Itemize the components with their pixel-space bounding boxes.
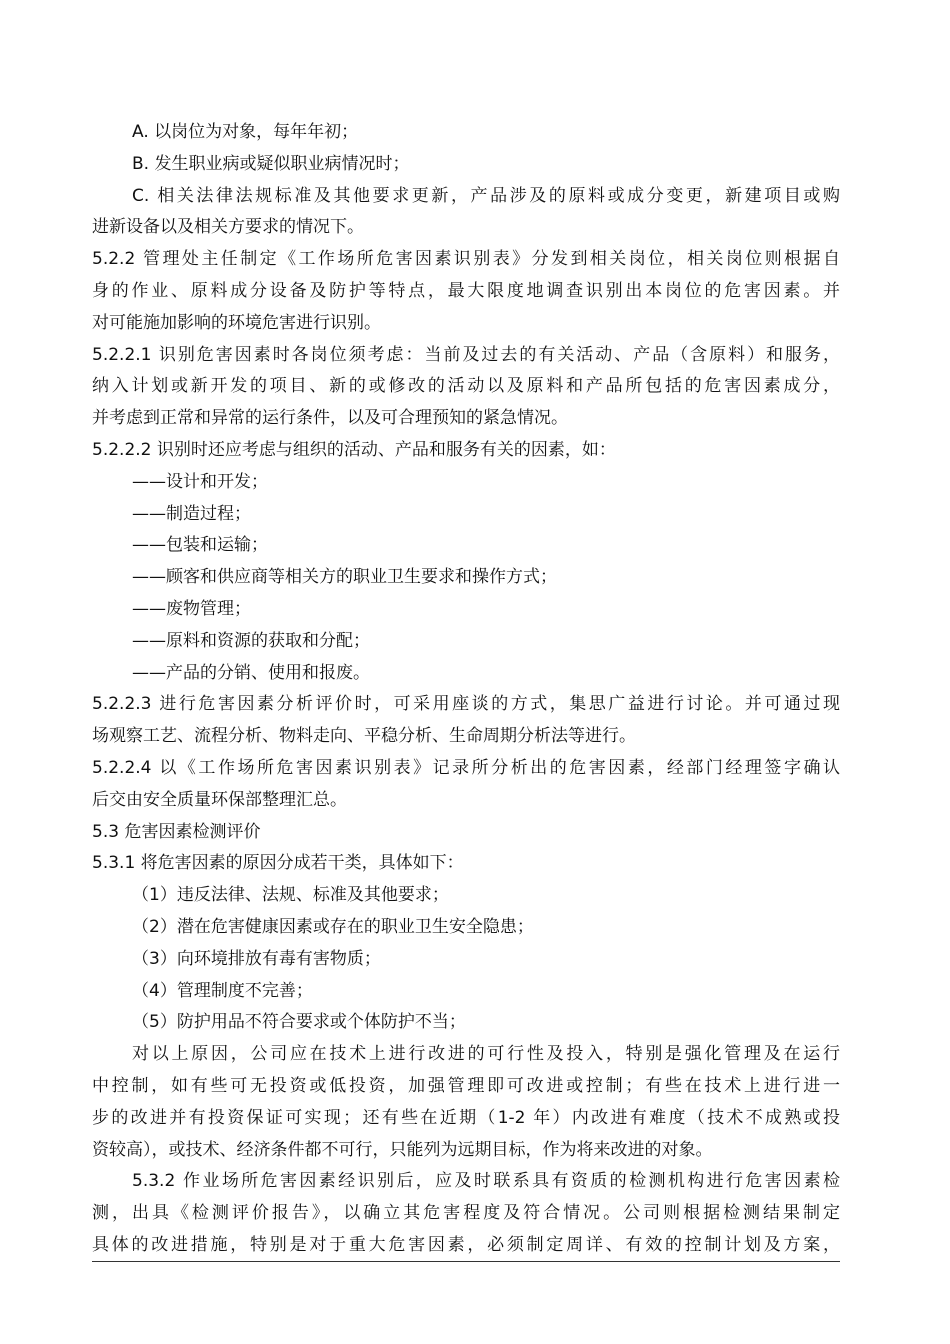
cause-item-2: （2）潜在危害健康因素或存在的职业卫生安全隐患； [132,916,534,937]
list-item-stakeholders: ——顾客和供应商等相关方的职业卫生要求和操作方式； [132,567,557,588]
list-item-packaging: ——包装和运输； [132,535,268,556]
cause-item-4: （4）管理制度不完善； [132,980,313,1001]
cause-item-1: （1）违反法律、法规、标准及其他要求； [132,885,449,906]
clause-5-3-2-line-1: 5.3.2 作业场所危害因素经识别后，应及时联系具有资质的检测机构进行危害因素检 [132,1171,840,1192]
item-b: B. 发生职业病或疑似职业病情况时； [132,153,410,174]
clause-5-2-2-1-line-2: 纳入计划或新开发的项目、新的或修改的活动以及原料和产品所包括的危害因素成分， [92,376,840,397]
paragraph-improvement-line-4: 资较高），或技术、经济条件都不可行，只能列为远期目标，作为将来改进的对象。 [92,1139,713,1160]
clause-5-2-2-line-1: 5.2.2 管理处主任制定《工作场所危害因素识别表》分发到相关岗位，相关岗位则根据自 [92,249,840,270]
document-body [92,117,840,1262]
clause-5-2-2-3-line-1: 5.2.2.3 进行危害因素分析评价时，可采用座谈的方式，集思广益进行讨论。并可通过现 [92,694,840,715]
list-item-design: ——设计和开发； [132,471,268,492]
clause-5-2-2-line-3: 对可能施加影响的环境危害进行识别。 [92,312,381,333]
paragraph-improvement-line-1: 对以上原因，公司应在技术上进行改进的可行性及投入，特别是强化管理及在运行 [132,1044,840,1065]
clause-5-2-2-4-line-1: 5.2.2.4 以《工作场所危害因素识别表》记录所分析出的危害因素，经部门经理签字确认 [92,757,840,778]
clause-5-2-2-2: 5.2.2.2 识别时还应考虑与组织的活动、产品和服务有关的因素，如： [92,439,616,460]
section-5-3-heading: 5.3 危害因素检测评价 [92,821,261,842]
footer-divider [92,1261,840,1262]
list-item-distribution: ——产品的分销、使用和报废。 [132,662,370,683]
cause-item-3: （3）向环境排放有毒有害物质； [132,948,381,969]
clause-5-2-2-3-line-2: 场观察工艺、流程分析、物料走向、平稳分析、生命周期分析法等进行。 [92,726,636,747]
paragraph-improvement-line-2: 中控制，如有些可无投资或低投资，加强管理即可改进或控制；有些在技术上进行进一 [92,1075,840,1096]
clause-5-2-2-1-line-1: 5.2.2.1 识别危害因素时各岗位须考虑：当前及过去的有关活动、产品（含原料）和服务， [92,344,840,365]
clause-5-2-2-1-line-3: 并考虑到正常和异常的运行条件，以及可合理预知的紧急情况。 [92,408,568,429]
clause-5-2-2-line-2: 身的作业、原料成分设备及防护等特点，最大限度地调查识别出本岗位的危害因素。并 [92,280,840,301]
item-c-line-1: C. 相关法律法规标准及其他要求更新，产品涉及的原料或成分变更，新建项目或购 [132,185,840,206]
list-item-manufacturing: ——制造过程； [132,503,251,524]
item-a: A. 以岗位为对象，每年年初； [132,122,359,142]
list-item-resources: ——原料和资源的获取和分配； [132,630,370,651]
item-c-line-2: 进新设备以及相关方要求的情况下。 [92,217,364,238]
list-item-waste: ——废物管理； [132,598,251,619]
paragraph-improvement-line-3: 步的改进并有投资保证可实现；还有些在近期（1-2 年）内改进有难度（技术不成熟或投 [92,1107,840,1128]
clause-5-3-2-line-2: 测，出具《检测评价报告》，以确立其危害程度及符合情况。公司则根据检测结果制定 [92,1203,840,1224]
clause-5-2-2-4-line-2: 后交由安全质量环保部整理汇总。 [92,789,347,810]
clause-5-3-2-line-3: 具体的改进措施，特别是对于重大危害因素，必须制定周详、有效的控制计划及方案， [92,1234,840,1255]
cause-item-5: （5）防护用品不符合要求或个体防护不当； [132,1012,466,1033]
clause-5-3-1: 5.3.1 将危害因素的原因分成若干类，具体如下： [92,853,464,874]
